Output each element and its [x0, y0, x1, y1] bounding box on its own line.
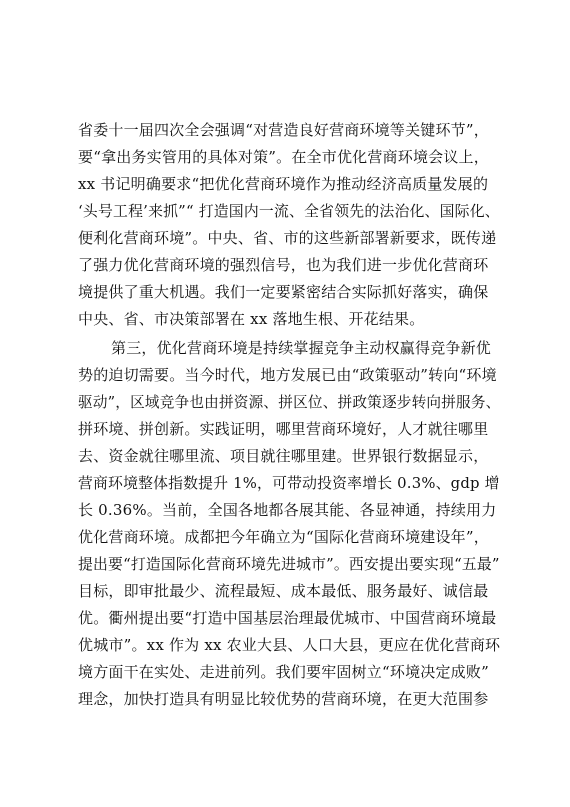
paragraph-line: 势的迫切需要。当今时代，地方发展已由“政策驱动”转向“环境 — [78, 366, 497, 384]
paragraph-line: 目标，即审批最少、流程最短、成本最低、服务最好、诚信最 — [78, 582, 489, 600]
paragraph-line: 境方面干在实处、走进前列。我们要牢固树立“环境决定成败” — [78, 663, 489, 681]
paragraph-line: 了强力优化营商环境的强烈信号，也为我们进一步优化营商环 — [78, 256, 489, 274]
paragraph-line: 驱动”，区域竞争也由拼资源、拼区位、拼政策逐步转向拼服务、 — [78, 393, 501, 411]
paragraph-line: 拼环境、拼创新。实践证明，哪里营商环境好，人才就往哪里 — [78, 420, 489, 438]
paragraph-line: 省委十一届四次全会强调“对营造良好营商环境等关键环节”， — [78, 121, 489, 139]
paragraph-line: 优。衢州提出要“打造中国基层治理最优城市、中国营商环境最 — [78, 609, 497, 627]
paragraph-line: 优化营商环境。成都把今年确立为“国际化营商环境建设年”， — [78, 528, 489, 546]
paragraph-line: ‘头号工程’来抓”“ 打造国内一流、全省领先的法治化、国际化、 — [78, 202, 500, 220]
paragraph-line: xx 书记明确要求“把优化营商环境作为推动经济高质量发展的 — [78, 175, 489, 193]
paragraph-line: 要“拿出务实管用的具体对策”。在全市优化营商环境会议上， — [78, 148, 489, 166]
paragraph-line: 长 0.36%。当前，全国各地都各展其能、各显神通，持续用力 — [78, 501, 497, 519]
paragraph-line: 中央、省、市决策部署在 xx 落地生根、开花结果。 — [78, 310, 425, 328]
paragraph-line: 优城市”。xx 作为 xx 农业大县、人口大县，更应在优化营商环 — [78, 636, 501, 654]
paragraph-line: 理念，加快打造具有明显比较优势的营商环境，在更大范围参 — [78, 690, 489, 708]
paragraph-line: 境提供了重大机遇。我们一定要紧密结合实际抓好落实，确保 — [78, 283, 489, 301]
paragraph-line: 营商环境整体指数提升 1%，可带动投资率增长 0.3%、gdp 增 — [78, 474, 500, 492]
paragraph-line: 去、资金就往哪里流、项目就往哪里建。世界银行数据显示， — [78, 447, 489, 465]
paragraph-line: 提出要“打造国际化营商环境先进城市”。西安提出要实现“五最” — [78, 555, 500, 573]
paragraph-first-line: 第三，优化营商环境是持续掌握竞争主动权赢得竞争新优 — [111, 339, 492, 357]
paragraph-line: 便利化营商环境”。中央、省、市的这些新部署新要求，既传递 — [78, 229, 497, 247]
